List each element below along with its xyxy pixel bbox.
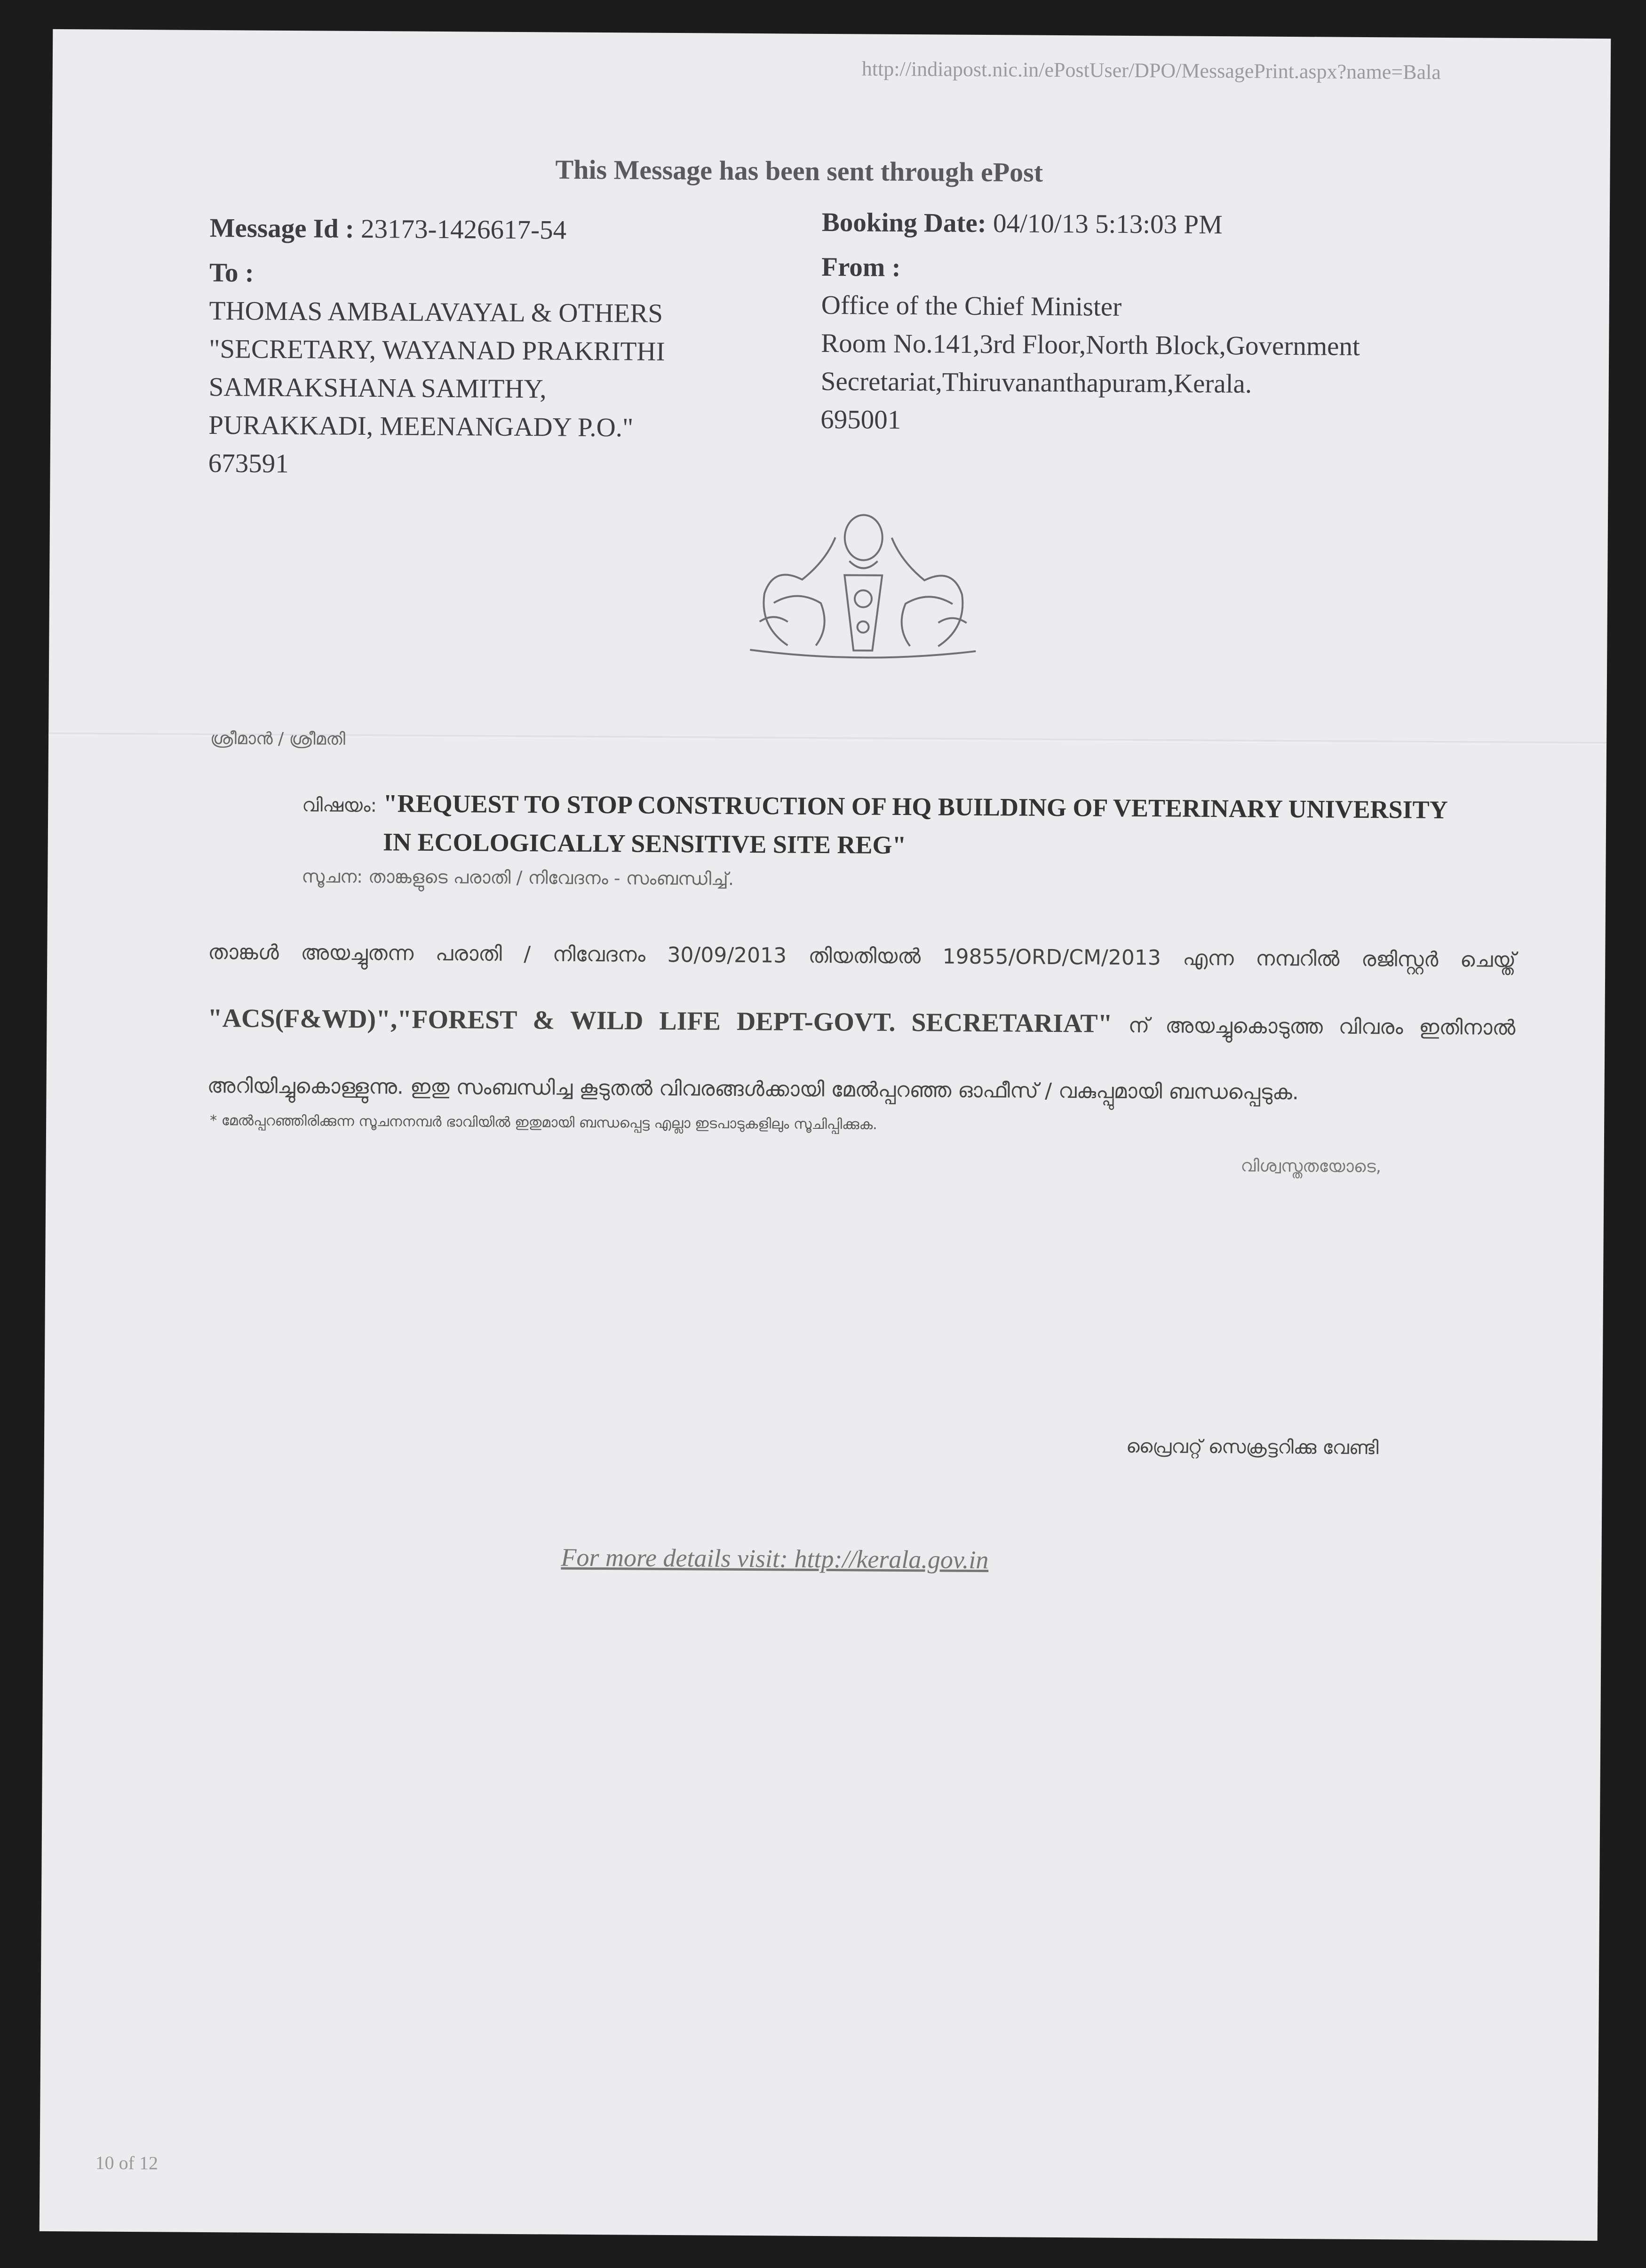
recipient-block: [208, 209, 666, 485]
to-pincode: 673591: [208, 448, 289, 479]
signature-line: പ്രൈവറ്റ് സെക്രട്ടറിക്കു വേണ്ടി: [1126, 1435, 1379, 1459]
sender-block: [820, 203, 1361, 442]
from-pincode: 695001: [820, 404, 901, 435]
from-line: Room No.141,3rd Floor,North Block,Government: [821, 328, 1360, 361]
reference-line: സൂചന: താങ്കളുടെ പരാതി / നിവേദനം - സംബന്ധിച്ച്.: [302, 866, 734, 889]
to-line: THOMAS AMBALAVAYAL & OTHERS: [209, 295, 663, 328]
forwarded-department: "ACS(F&WD)","FOREST & WILD LIFE DEPT-GOVT. SECRETARIAT": [207, 1003, 1113, 1038]
kerala-gov-link[interactable]: http://kerala.gov.in: [794, 1544, 989, 1574]
closing-regards: വിശ്വസ്തതയോടെ,: [1240, 1156, 1382, 1177]
to-line: PURAKKADI, MEENANGADY P.O.": [208, 410, 634, 443]
to-line: SAMRAKSHANA SAMITHY,: [208, 372, 547, 404]
message-id: 23173-1426617-54: [360, 214, 567, 245]
more-details-text: For more details visit:: [561, 1543, 795, 1573]
from-label: From :: [821, 252, 901, 282]
message-id-line: [210, 209, 666, 250]
epost-banner: This Message has been sent through ePost: [555, 154, 1043, 188]
body-continued: ന് അയച്ചുകൊടുത്ത വിവരം ഇതിനാൽ അറിയിച്ചുകൊള്ളുന്നു. ഇതു സംബന്ധിച്ച കൂടുതൽ വിവരങ്ങൾക്കായി മേൽപ്പറഞ്ഞ ഓഫീസ് / വകുപ്പുമായി ബന്ധപ്പെടുക.: [207, 1013, 1516, 1105]
message-id-label: Message Id :: [209, 213, 355, 244]
booking-date-label: Booking Date:: [821, 207, 986, 239]
salutation: ശ്രീമാൻ / ശ്രീമതി: [210, 729, 346, 749]
subject-text: "REQUEST TO STOP CONSTRUCTION OF HQ BUILDING OF VETERINARY UNIVERSITY IN ECOLOGICALLY SENSITIVE SITE REG": [382, 789, 1447, 860]
subject-label: വിഷയം:: [302, 794, 377, 817]
from-line: Secretariat,Thiruvananthapuram,Kerala.: [820, 366, 1252, 399]
booking-date: 04/10/13 5:13:03 PM: [993, 208, 1223, 240]
letter-sheet: [40, 29, 1611, 2241]
to-label: To :: [209, 257, 254, 288]
letter-body: [207, 919, 1516, 1127]
more-details-line: [561, 1543, 988, 1575]
from-line: Office of the Chief Minister: [821, 290, 1122, 322]
body-intro: താങ്കൾ അയച്ചുതന്ന പരാതി / നിവേദനം 30/09/2013 തിയതിയൽ 19855/ORD/CM/2013 എന്ന നമ്പറിൽ രജിസ്റ്റർ ചെയ്ത്: [208, 940, 1516, 972]
booking-date-line: [822, 203, 1361, 245]
to-line: "SECRETARY, WAYANAD PRAKRITHI: [208, 334, 665, 367]
page-number: 10 of 12: [95, 2152, 159, 2174]
kerala-emblem-icon: [731, 509, 995, 661]
reference-note: * മേൽപ്പറഞ്ഞിരിക്കുന്ന സൂചനനമ്പർ ഭാവിയിൽ ഇതുമായി ബന്ധപ്പെട്ട എല്ലാ ഇടപാടുകളിലും സൂചിപ്പിക്കുക.: [210, 1112, 877, 1133]
print-url: http://indiapost.nic.in/ePostUser/DPO/MessagePrint.aspx?name=Bala: [861, 57, 1441, 84]
subject-block: [302, 783, 1465, 868]
